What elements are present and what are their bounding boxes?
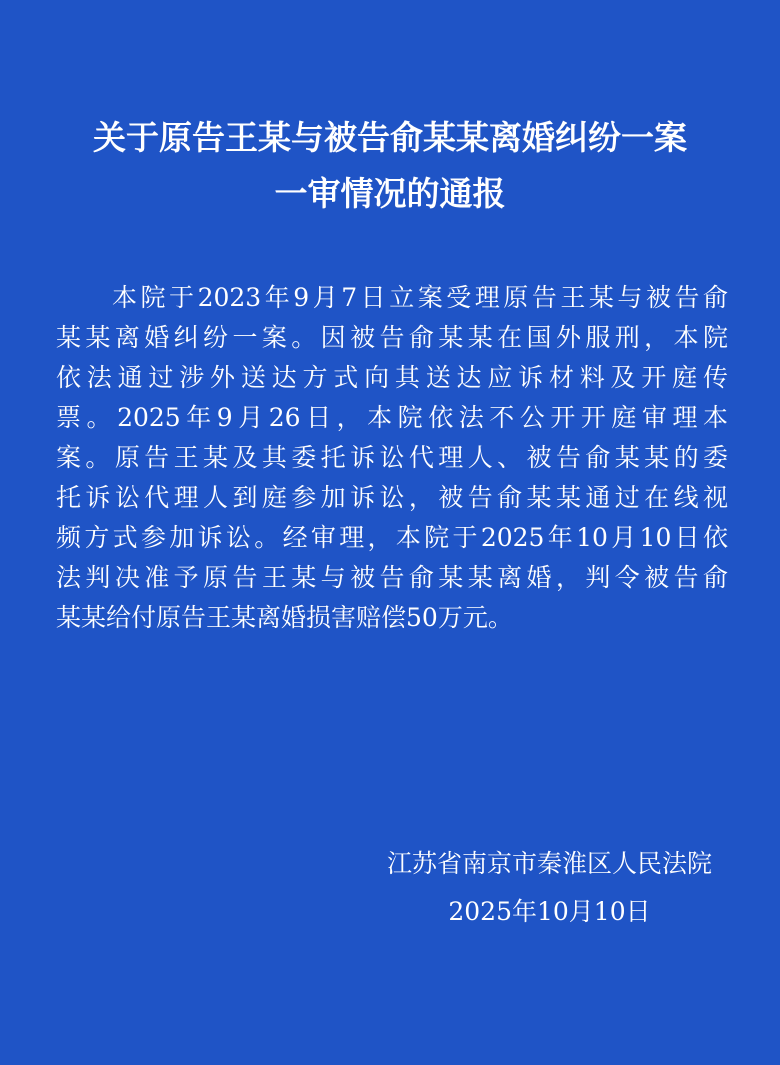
court-name: 江苏省南京市秦淮区人民法院 bbox=[386, 849, 712, 878]
body-line: 票。2025年9月26日，本院依法不公开开庭审理本 bbox=[56, 403, 728, 432]
issue-date: 2025年10月10日 bbox=[448, 897, 651, 926]
body-line: 频方式参加诉讼。经审理，本院于2025年10月10日依 bbox=[56, 523, 728, 552]
body-line: 案。原告王某及其委托诉讼代理人、被告俞某某的委 bbox=[56, 443, 728, 472]
notice-title bbox=[0, 110, 780, 222]
signature-block bbox=[387, 840, 712, 936]
body-line: 本院于2023年9月7日立案受理原告王某与被告俞 bbox=[112, 283, 728, 312]
body-line: 某某给付原告王某离婚损害赔偿50万元。 bbox=[56, 603, 513, 632]
title-line-2: 一审情况的通报 bbox=[274, 174, 506, 213]
body-line: 托诉讼代理人到庭参加诉讼，被告俞某某通过在线视 bbox=[56, 483, 728, 512]
title-line-1: 关于原告王某与被告俞某某离婚纠纷一案 bbox=[93, 118, 687, 157]
body-line: 依法通过涉外送达方式向其送达应诉材料及开庭传 bbox=[56, 363, 728, 392]
notice-body bbox=[56, 278, 728, 638]
body-line: 法判决准予原告王某与被告俞某某离婚，判令被告俞 bbox=[56, 563, 728, 592]
body-line: 某某离婚纠纷一案。因被告俞某某在国外服刑，本院 bbox=[56, 323, 728, 352]
